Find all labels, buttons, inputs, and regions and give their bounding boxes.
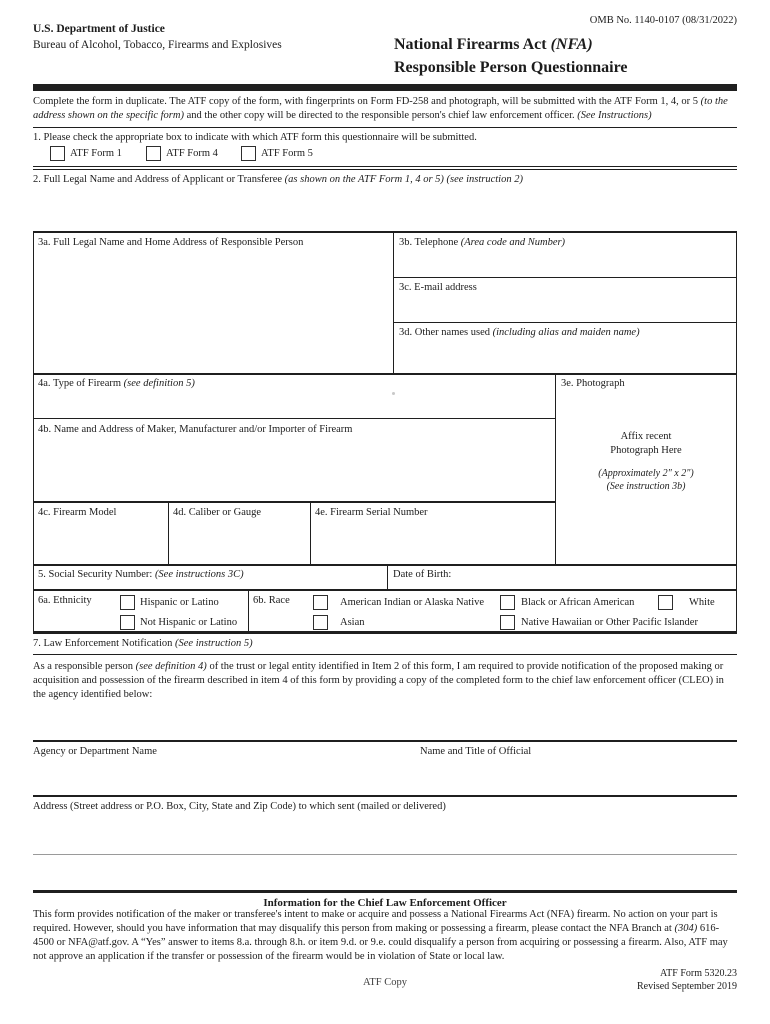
photo-affix-text: Affix recent Photograph Here <box>610 431 682 456</box>
checkbox-white-label: White <box>689 597 715 608</box>
form-title-nfa: (NFA) <box>550 36 593 53</box>
item3b-label: 3b. Telephone (Area code and Number) <box>399 237 566 248</box>
item7-label: 7. Law Enforcement Notification (See instruction 5) <box>33 638 253 649</box>
item4c-entry-area[interactable] <box>38 522 158 557</box>
item7-paragraph: As a responsible person (see definition 4) of the trust or legal entity identified in Item 2 of this form, I am required to provide notification of the proposed making or acquisition and possession of the firearm described in item 4 of this form by providing a copy of the completed form to the chief law enforcement officer (CLEO) in the agency identified below: <box>33 661 724 700</box>
form-title-line1: National Firearms Act (NFA) <box>394 36 593 53</box>
item3a-label: 3a. Full Legal Name and Home Address of Responsible Person <box>38 237 304 248</box>
divider <box>33 373 737 375</box>
agency-subtitle: Bureau of Alcohol, Tobacco, Firearms and Explosives <box>33 39 282 51</box>
photo-size-note: (Approximately 2" x 2") (See instruction 3b) <box>598 468 694 493</box>
checkbox-american-indian-label: American Indian or Alaska Native <box>340 597 485 608</box>
scan-artifact-dot <box>392 392 395 395</box>
checkbox-black-label: Black or African American <box>521 597 635 608</box>
agency-entry-area[interactable] <box>33 760 413 790</box>
checkbox-native-hawaiian-label: Native Hawaiian or Other Pacific Islander <box>521 617 698 628</box>
checkbox-atf-form-4-label: ATF Form 4 <box>166 148 218 159</box>
checkbox-hispanic[interactable] <box>120 595 135 610</box>
item4b-entry-area[interactable] <box>38 439 538 494</box>
item4d-entry-area[interactable] <box>173 522 298 557</box>
checkbox-white[interactable] <box>658 595 673 610</box>
checkbox-american-indian[interactable] <box>313 595 328 610</box>
checkbox-atf-form-5[interactable] <box>241 146 256 161</box>
divider <box>168 501 169 564</box>
checkbox-asian-label: Asian <box>340 617 365 628</box>
divider <box>33 740 737 742</box>
divider <box>387 564 388 589</box>
divider <box>33 589 737 591</box>
divider <box>33 854 737 855</box>
checkbox-black[interactable] <box>500 595 515 610</box>
form-title-line2: Responsible Person Questionnaire <box>394 59 628 76</box>
omb-number: OMB No. 1140-0107 (08/31/2022) <box>589 15 737 26</box>
agency-name-label: Agency or Department Name <box>33 746 157 757</box>
checkbox-atf-form-5-label: ATF Form 5 <box>261 148 313 159</box>
item4a-entry-area[interactable] <box>38 393 538 413</box>
item4d-label: 4d. Caliber or Gauge <box>173 507 262 518</box>
divider <box>33 890 737 893</box>
form-number: ATF Form 5320.23 <box>660 968 737 979</box>
divider <box>33 564 737 566</box>
item5-label: 5. Social Security Number: (See instructions 3C) <box>38 569 244 580</box>
divider <box>248 589 249 631</box>
divider <box>33 231 737 233</box>
checkbox-not-hispanic[interactable] <box>120 615 135 630</box>
divider <box>33 166 737 167</box>
checkbox-not-hispanic-label: Not Hispanic or Latino <box>140 617 238 628</box>
checkbox-atf-form-4[interactable] <box>146 146 161 161</box>
form-revision-date: Revised September 2019 <box>637 981 737 992</box>
item3a-entry-area[interactable] <box>38 252 378 362</box>
header-bar <box>33 84 737 91</box>
divider <box>393 322 737 323</box>
intro-paragraph: Complete the form in duplicate. The ATF copy of the form, with fingerprints on Form FD-258 and photograph, will be submitted with the ATF Form 1, 4, or 5 (to the address shown on the specific form) and the other copy will be directed to the responsible person's chief law enforcement officer. (See Instructions) <box>33 96 728 121</box>
checkbox-atf-form-1-label: ATF Form 1 <box>70 148 122 159</box>
checkbox-asian[interactable] <box>313 615 328 630</box>
divider <box>33 654 737 655</box>
item3d-entry-area[interactable] <box>399 342 729 367</box>
dob-entry-area[interactable] <box>465 568 725 586</box>
item4a-label: 4a. Type of Firearm (see definition 5) <box>38 378 195 389</box>
divider <box>736 231 737 632</box>
official-name-label: Name and Title of Official <box>420 746 532 757</box>
item4b-label: 4b. Name and Address of Maker, Manufacturer and/or Importer of Firearm <box>38 424 353 435</box>
divider <box>33 501 556 503</box>
divider <box>33 127 737 128</box>
divider <box>393 277 737 278</box>
item3c-entry-area[interactable] <box>399 297 729 317</box>
item2-label: 2. Full Legal Name and Address of Applicant or Transferee (as shown on the ATF Form 1, 4 or 5) (see instruction 2) <box>33 174 523 185</box>
agency-name: U.S. Department of Justice <box>33 23 165 35</box>
divider <box>310 501 311 564</box>
item4c-label: 4c. Firearm Model <box>38 507 117 518</box>
divider <box>33 418 555 419</box>
item6a-label: 6a. Ethnicity <box>38 595 92 606</box>
item3d-label: 3d. Other names used (including alias and maiden name) <box>399 327 640 338</box>
checkbox-atf-form-1[interactable] <box>50 146 65 161</box>
divider <box>33 169 737 170</box>
cleo-paragraph: This form provides notification of the maker or transferee's intent to make or acquire and possess a National Firearms Act (NFA) firearm. No action on your part is required. However, should you have information that may disqualify this person from making or possessing a firearm, please contact the NFA Branch at (304) 616-4500 or NFA@atf.gov. A “Yes” answer to items 8.a. through 8.h. or item 9.d. or 9.e. could disqualify a person from acquiring or possessing a firearm. Also, ATF may not approve an application if the transfer or possession of the firearm would be in violation of State or local law. <box>33 909 728 962</box>
official-entry-area[interactable] <box>420 760 730 790</box>
dob-label: Date of Birth: <box>393 569 452 580</box>
item3c-label: 3c. E-mail address <box>399 282 477 293</box>
cleo-heading: Information for the Chief Law Enforcement Officer <box>263 897 507 909</box>
address-label: Address (Street address or P.O. Box, City, State and Zip Code) to which sent (mailed or delivered) <box>33 801 446 812</box>
checkbox-native-hawaiian[interactable] <box>500 615 515 630</box>
item3e-label: 3e. Photograph <box>561 378 625 389</box>
item1-label: 1. Please check the appropriate box to indicate with which ATF form this questionnaire will be submitted. <box>33 132 477 143</box>
ssn-entry-area[interactable] <box>240 568 380 586</box>
divider <box>33 795 737 797</box>
address-entry-area[interactable] <box>33 816 737 851</box>
divider <box>393 231 394 373</box>
item3b-entry-area[interactable] <box>399 252 729 272</box>
divider <box>33 231 34 632</box>
item4e-label: 4e. Firearm Serial Number <box>315 507 428 518</box>
item2-entry-area[interactable] <box>33 180 737 230</box>
item4e-entry-area[interactable] <box>315 522 540 557</box>
item6b-label: 6b. Race <box>253 595 290 606</box>
checkbox-hispanic-label: Hispanic or Latino <box>140 597 219 608</box>
copy-designation: ATF Copy <box>362 977 408 988</box>
divider <box>33 631 737 634</box>
